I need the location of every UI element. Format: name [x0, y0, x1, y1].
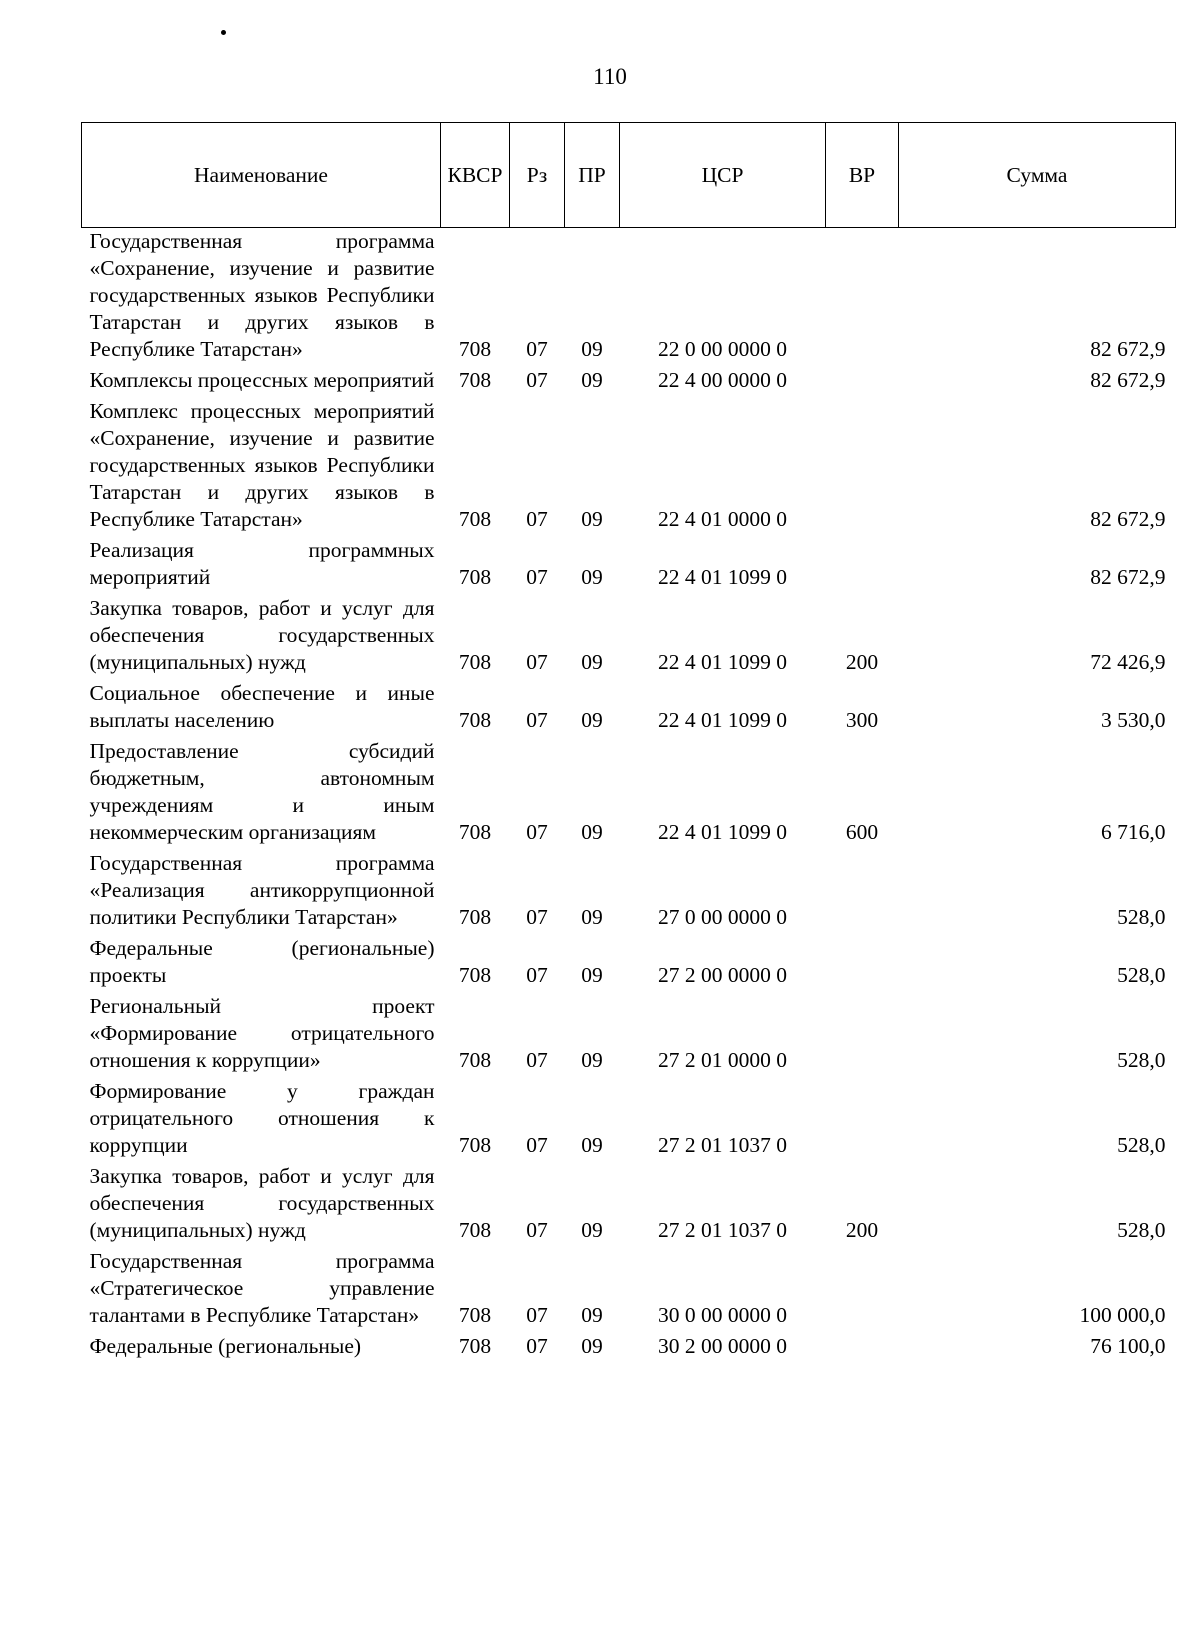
table-row [82, 367, 1176, 398]
table-header-row [82, 123, 1176, 228]
row-rz: 07 [526, 507, 548, 531]
row-kvsr: 708 [458, 963, 492, 987]
row-sum: 6 716,0 [1101, 820, 1166, 844]
row-kvsr: 708 [458, 507, 492, 531]
scan-speck [221, 30, 226, 35]
row-sum: 3 530,0 [1101, 708, 1166, 732]
row-kvsr: 708 [458, 650, 492, 674]
row-kvsr: 708 [458, 565, 492, 589]
table-row [82, 398, 1176, 537]
row-name: Федеральные (региональные) [89, 1334, 362, 1358]
table-row [82, 1078, 1176, 1163]
row-csr: 22 0 00 0000 0 [658, 337, 787, 361]
row-vr [826, 993, 899, 1078]
row-csr: 27 2 01 1037 0 [658, 1218, 787, 1242]
row-sum: 82 672,9 [1090, 507, 1166, 531]
row-name: Государственная программа «Сохранение, изучение и развитие государственных языков Республики Татарстан и других языков в Республике Татарстан» [89, 229, 435, 361]
row-pr: 09 [581, 368, 603, 392]
row-kvsr: 708 [458, 1334, 492, 1358]
row-vr [826, 367, 899, 398]
row-sum: 76 100,0 [1090, 1334, 1166, 1358]
row-kvsr: 708 [458, 905, 492, 929]
row-vr [826, 398, 899, 537]
row-pr: 09 [581, 1334, 603, 1358]
row-csr: 22 4 00 0000 0 [658, 368, 787, 392]
row-sum: 528,0 [1117, 1048, 1166, 1072]
row-csr: 27 0 00 0000 0 [658, 905, 787, 929]
budget-table [81, 122, 1176, 1364]
row-rz: 07 [526, 905, 548, 929]
row-rz: 07 [526, 1334, 548, 1358]
row-csr: 30 2 00 0000 0 [658, 1334, 787, 1358]
row-sum: 82 672,9 [1090, 368, 1166, 392]
row-vr: 600 [845, 820, 879, 844]
row-sum: 528,0 [1117, 1133, 1166, 1157]
row-name: Формирование у граждан отрицательного отношения к коррупции [89, 1079, 435, 1157]
table-row [82, 935, 1176, 993]
header-vr: ВР [826, 123, 899, 228]
row-vr [826, 228, 899, 368]
row-vr: 200 [845, 650, 879, 674]
row-csr: 22 4 01 1099 0 [658, 565, 787, 589]
row-rz: 07 [526, 963, 548, 987]
row-kvsr: 708 [458, 337, 492, 361]
row-kvsr: 708 [458, 1218, 492, 1242]
table-row [82, 993, 1176, 1078]
row-vr [826, 1078, 899, 1163]
row-rz: 07 [526, 337, 548, 361]
row-name: Предоставление субсидий бюджетным, автономным учреждениям и иным некоммерческим организациям [89, 739, 435, 844]
header-sum: Сумма [899, 123, 1176, 228]
row-name: Федеральные (региональные) проекты [89, 936, 435, 987]
row-csr: 27 2 00 0000 0 [658, 963, 787, 987]
row-vr [826, 1333, 899, 1364]
row-kvsr: 708 [458, 820, 492, 844]
header-pr: ПР [565, 123, 620, 228]
table-row [82, 1163, 1176, 1248]
row-rz: 07 [526, 650, 548, 674]
row-pr: 09 [581, 905, 603, 929]
row-csr: 22 4 01 1099 0 [658, 650, 787, 674]
row-rz: 07 [526, 708, 548, 732]
row-pr: 09 [581, 507, 603, 531]
row-csr: 30 0 00 0000 0 [658, 1303, 787, 1327]
row-vr: 300 [845, 708, 879, 732]
row-vr: 200 [845, 1218, 879, 1242]
table-row [82, 1333, 1176, 1364]
row-pr: 09 [581, 565, 603, 589]
row-pr: 09 [581, 650, 603, 674]
row-csr: 22 4 01 1099 0 [658, 820, 787, 844]
row-name: Закупка товаров, работ и услуг для обеспечения государственных (муниципальных) нужд [89, 596, 435, 674]
row-rz: 07 [526, 1048, 548, 1072]
row-csr: 22 4 01 1099 0 [658, 708, 787, 732]
row-rz: 07 [526, 820, 548, 844]
row-sum: 100 000,0 [1079, 1303, 1166, 1327]
row-name: Государственная программа «Стратегическое управление талантами в Республике Татарстан» [89, 1249, 435, 1327]
row-sum: 82 672,9 [1090, 565, 1166, 589]
row-sum: 72 426,9 [1090, 650, 1166, 674]
row-rz: 07 [526, 1218, 548, 1242]
row-vr [826, 537, 899, 595]
row-pr: 09 [581, 708, 603, 732]
row-pr: 09 [581, 963, 603, 987]
row-vr [826, 850, 899, 935]
row-sum: 528,0 [1117, 905, 1166, 929]
table-row [82, 1248, 1176, 1333]
header-name: Наименование [82, 123, 441, 228]
header-csr: ЦСР [620, 123, 826, 228]
row-pr: 09 [581, 337, 603, 361]
row-name: Комплексы процессных мероприятий [89, 368, 435, 392]
header-kvsr: КВСР [441, 123, 510, 228]
row-kvsr: 708 [458, 708, 492, 732]
row-rz: 07 [526, 1303, 548, 1327]
row-name: Закупка товаров, работ и услуг для обеспечения государственных (муниципальных) нужд [89, 1164, 435, 1242]
table-row [82, 595, 1176, 680]
row-pr: 09 [581, 1133, 603, 1157]
page-number: 110 [593, 64, 627, 89]
row-rz: 07 [526, 368, 548, 392]
row-pr: 09 [581, 820, 603, 844]
row-name: Реализация программных мероприятий [89, 538, 435, 589]
table-row [82, 537, 1176, 595]
row-csr: 27 2 01 1037 0 [658, 1133, 787, 1157]
row-rz: 07 [526, 1133, 548, 1157]
row-vr [826, 935, 899, 993]
row-name: Комплекс процессных мероприятий «Сохранение, изучение и развитие государственных языков Республики Татарстан и других языков в Республике Татарстан» [89, 399, 435, 531]
row-rz: 07 [526, 565, 548, 589]
row-csr: 27 2 01 0000 0 [658, 1048, 787, 1072]
table-row [82, 680, 1176, 738]
table-row [82, 738, 1176, 850]
row-sum: 528,0 [1117, 1218, 1166, 1242]
row-kvsr: 708 [458, 1133, 492, 1157]
row-csr: 22 4 01 0000 0 [658, 507, 787, 531]
row-vr [826, 1248, 899, 1333]
row-sum: 82 672,9 [1090, 337, 1166, 361]
table-row [82, 850, 1176, 935]
row-sum: 528,0 [1117, 963, 1166, 987]
row-kvsr: 708 [458, 368, 492, 392]
row-kvsr: 708 [458, 1048, 492, 1072]
row-name: Региональный проект «Формирование отрицательного отношения к коррупции» [89, 994, 435, 1072]
row-name: Государственная программа «Реализация антикоррупционной политики Республики Татарстан» [89, 851, 435, 929]
row-name: Социальное обеспечение и иные выплаты населению [89, 681, 435, 732]
table-row [82, 228, 1176, 368]
row-pr: 09 [581, 1048, 603, 1072]
header-rz: Рз [510, 123, 565, 228]
row-kvsr: 708 [458, 1303, 492, 1327]
row-pr: 09 [581, 1218, 603, 1242]
row-pr: 09 [581, 1303, 603, 1327]
